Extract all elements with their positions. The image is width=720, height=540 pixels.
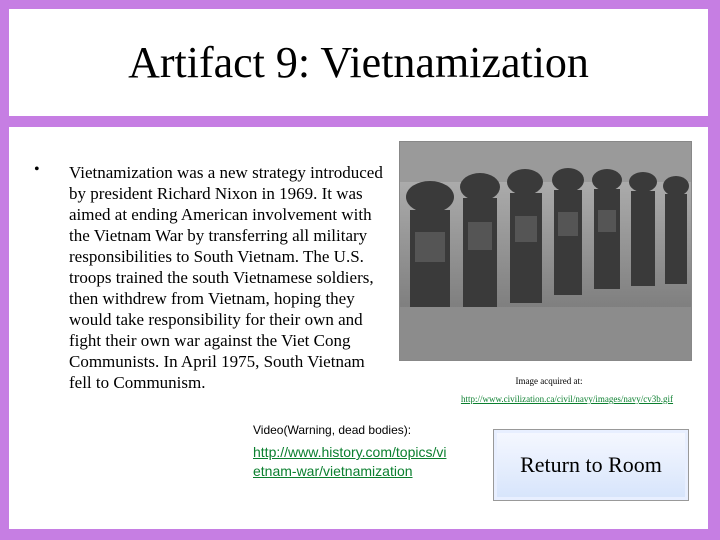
video-label: Video(Warning, dead bodies): bbox=[253, 423, 412, 437]
slide-title: Artifact 9: Vietnamization bbox=[128, 38, 589, 87]
return-to-room-button[interactable]: Return to Room bbox=[493, 429, 689, 501]
video-link[interactable]: http://www.history.com/topics/vietnam-war/vietnamization bbox=[253, 444, 447, 479]
content-box bbox=[9, 127, 708, 529]
image-caption: Image acquired at: bbox=[515, 376, 583, 386]
image-source-link[interactable]: http://www.civilization.ca/civil/navy/images/navy/cv3b.gif bbox=[460, 394, 674, 404]
soldiers-photo-illustration bbox=[400, 142, 692, 361]
body-text: Vietnamization was a new strategy introduced by president Richard Nixon in 1969. It was aimed at ending American involvement with the Vietnam War by transferring all military responsibilities to South Vietnam. The U.S. troops trained the south Vietnamese soldiers, then withdrew from Vietnam, hoping they would take responsibility for their own and fight their own war against the Viet Cong Communists. In April 1975, South Vietnam fell to Communism. bbox=[69, 163, 383, 392]
soldiers-photo bbox=[399, 141, 692, 361]
bullet-marker: • bbox=[34, 161, 40, 178]
title-box bbox=[9, 9, 708, 116]
